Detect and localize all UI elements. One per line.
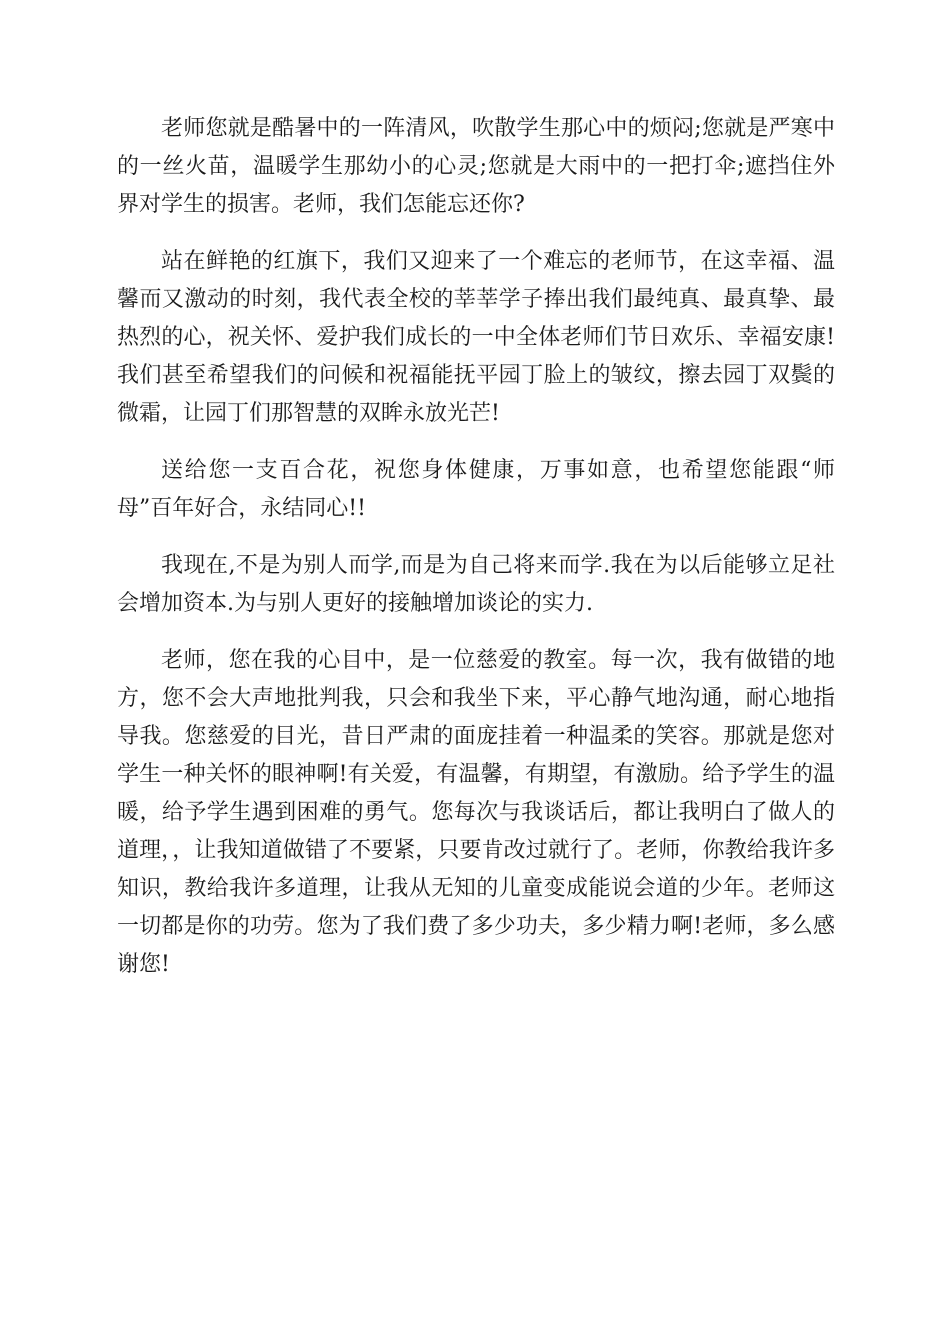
paragraph-study: 我现在,不是为别人而学,而是为自己将来而学.我在为以后能够立足社会增加资本.为与别人更好的接触增加谈论的实力. xyxy=(117,553,835,616)
paragraph-lily: 送给您一支百合花，祝您身体健康，万事如意，也希望您能跟“师母”百年好合，永结同心!! xyxy=(117,458,835,521)
paragraph-gratitude: 老师，您在我的心目中，是一位慈爱的教室。每一次，我有做错的地方，您不会大声地批判我，只会和我坐下来，平心静气地沟通，耐心地指导我。您慈爱的目光，昔日严肃的面庞挂着一种温柔的笑容。那就是您对学生一种关怀的眼神啊!有关爱，有温馨，有期望，有激励。给予学生的温暖，给予学生遇到困难的勇气。您每次与我谈话后，都让我明白了做人的道理，，让我知道做错了不要紧，只要肯改过就行了。老师，你教给我许多知识，教给我许多道理，让我从无知的儿童变成能说会道的少年。老师这一切都是你的功劳。您为了我们费了多少功夫，多少精力啊!老师，多么感谢您! xyxy=(117,648,835,977)
paragraph-red-flag: 站在鲜艳的红旗下，我们又迎来了一个难忘的老师节，在这幸福、温馨而又激动的时刻，我代表全校的莘莘学子捧出我们最纯真、最真挚、最热烈的心，祝关怀、爱护我们成长的一中全体老师们节日欢乐、幸福安康!我们甚至希望我们的问候和祝福能抚平园丁脸上的皱纹，擦去园丁双鬓的微霜，让园丁们那智慧的双眸永放光芒! xyxy=(117,249,835,426)
paragraph-breeze: 老师您就是酷暑中的一阵清风，吹散学生那心中的烦闷;您就是严寒中的一丝火苗，温暖学生那幼小的心灵;您就是大雨中的一把打伞;遮挡住外界对学生的损害。老师，我们怎能忘还你? xyxy=(117,116,835,217)
document-body xyxy=(117,110,835,1003)
